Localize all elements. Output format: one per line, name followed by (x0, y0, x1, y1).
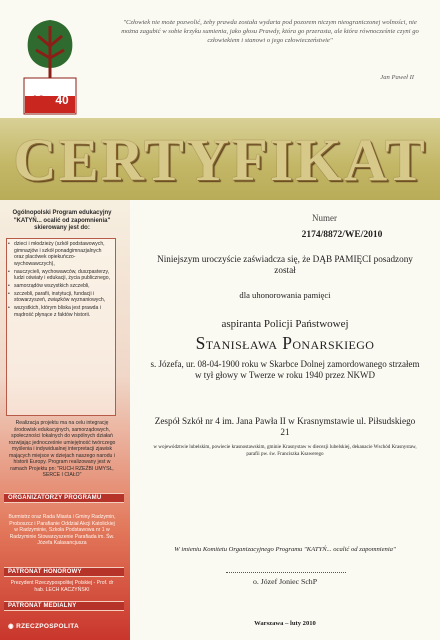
year-part-2: 40 (55, 93, 69, 107)
list-item: • dzieci i młodzieży (szkół podstawowych, gimnazjów i szkół ponadgimnazjalnych oraz placówek opiekuńczo-wychowawczych), (8, 241, 112, 267)
epigraph-author: Jan Paweł II (380, 74, 414, 81)
organizers-text: Burmistrz oraz Rada Miasta i Gminy Radzymin, Proboszcz i Parafianie Oddział Akcji Katolickiej w Radzyminie, Szkoła Podstawowa nr 1 w Radzyminie Stowarzyszenie Parafiada im. Św. Józefa Kalasancjusza (8, 514, 116, 547)
sidebar-intro: Ogólnopolski Program edukacyjny "KATYŃ... ocalić od zapomnienia" skierowany jest do: (12, 210, 112, 231)
number-label: Numer (312, 213, 337, 223)
list-item: • nauczycieli, wychowawców, duszpasterzy, ludzi oświaty i edukacji, życia publicznego, (8, 269, 112, 282)
honoree-rank: aspiranta Policji Państwowej (221, 318, 349, 330)
patronat-text: Prezydent Rzeczypospolitej Polskiej - Prof. dr hab. LECH KACZYŃSKI (10, 580, 114, 593)
place-and-date: Warszawa – luty 2010 (254, 620, 316, 627)
certificate-number: 2174/8872/WE/2010 (301, 230, 383, 240)
organizers-header: ORGANIZATORZY PROGRAMU (4, 493, 124, 503)
planted-by: Zespół Szkół nr 4 im. Jana Pawła II w Krasnymstawie ul. Piłsudskiego 21 (154, 416, 416, 437)
statement-text: Niniejszym uroczyście zaświadcza się, że DĄB PAMIĘCI posadzony został (157, 254, 413, 275)
media-header: PATRONAT MEDIALNY (4, 601, 124, 611)
epigraph-quote: "Człowiek nie może pozwolić, żeby prawda została wydarta pod pozorem niczym nieograniczonej wolności, nie można zagubić w sobie krzyku sumienia, jako głosu Prawdy, która go przerasta, ale która równocześnie czyni go człowiekiem i stanowi o jego człowieczeństwie" (121, 19, 419, 44)
planting-location: w województwie lubelskim, powiecie krasnostawskim, gminie Krasnystaw w diecezji lubelskiej, dekanacie Wschód Krasnystaw, parafii pw. św. Franciszka Ksawerego (153, 444, 417, 458)
on-behalf-of: W imieniu Komitetu Organizacyjnego Programu "KATYŃ... ocalić od zapomnienia" (174, 546, 396, 553)
signature-line (226, 572, 346, 573)
program-realization: Realizacja projektu ma na celu integrację środowisk edukacyjnych, samorządowych, społeczności lokalnych do wspólnych działań rozwijając jednocześnie umiejętność twórczego myślenia i indywidualnej interpretacji zjawisk mających miejsce w dziejach naszego narodu i historii Europy. Program realizowany jest w ramach Projektu pn: "RUCH RZEŹBI UMYSŁ, SERCE I CIAŁO" (8, 420, 116, 478)
honoree-details: s. Józefa, ur. 08-04-1900 roku w Skarbce Dolnej zamordowanego strzałem w tył głowy w Twerze w roku 1940 przez NKWD (150, 359, 420, 380)
year-part-1: 19 (31, 93, 45, 107)
media-patron-logo (8, 622, 79, 630)
list-item: • wszystkich, którym bliska jest prawda i mądrość płynące z faktów historii. (8, 305, 112, 318)
honoring-text: dla uhonorowania pamięci (239, 290, 331, 300)
signatory-name: o. Józef Joniec SchP (252, 577, 318, 586)
media-patron-name: RZECZPOSPOLITA (16, 623, 80, 630)
media-logo-icon: ◉ (8, 623, 14, 630)
patronat-header: PATRONAT HONOROWY (4, 567, 124, 577)
certificate-title: CERTYFIKAT (13, 127, 427, 193)
honoree-name: Stanisława Ponarskiego (195, 333, 375, 353)
audience-list (8, 241, 112, 319)
list-item: • szczebli, parafii, instytucji, fundacji i stowarzyszeń, związków wyznaniowych, (8, 291, 112, 304)
katyn-oak-logo (22, 16, 78, 116)
list-item: • samorządów wszystkich szczebli, (8, 283, 112, 290)
